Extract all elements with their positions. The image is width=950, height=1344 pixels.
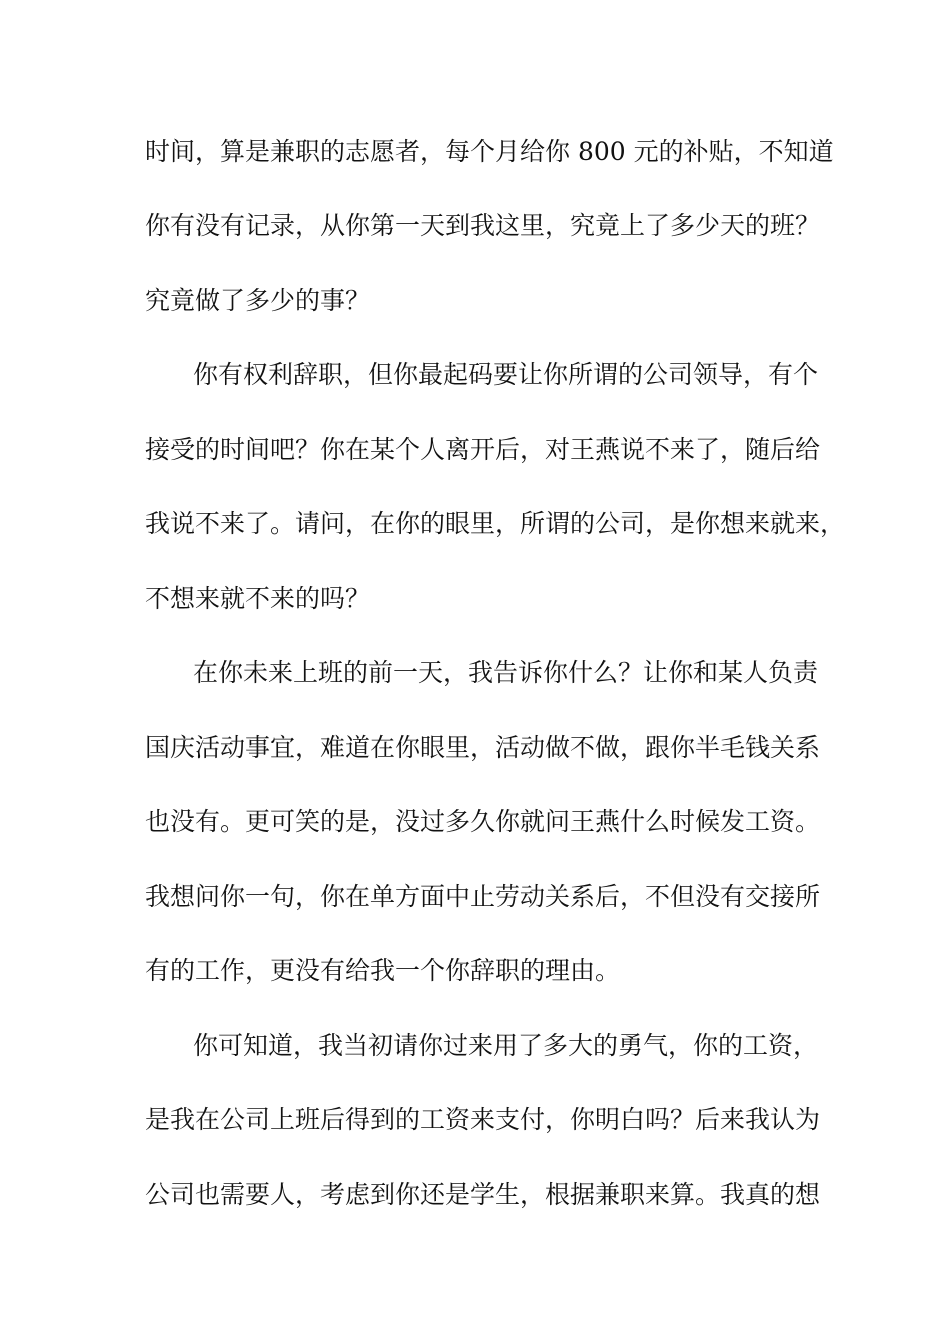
paragraph-start-line: 在你未来上班的前一天，我告诉你什么？让你和某人负责 (193, 658, 819, 687)
text-line: 国庆活动事宜，难道在你眼里，活动做不做，跟你半毛钱关系 (145, 733, 821, 762)
text-line: 究竟做了多少的事？ (145, 286, 371, 315)
text-line: 我说不来了。请问，在你的眼里，所谓的公司，是你想来就来， (145, 509, 846, 538)
text-line: 你有没有记录，从你第一天到我这里，究竟上了多少天的班？ (145, 211, 821, 240)
text-line: 接受的时间吧？你在某个人离开后，对王燕说不来了，随后给 (145, 435, 821, 464)
text-line: 公司也需要人，考虑到你还是学生，根据兼职来算。我真的想 (145, 1180, 821, 1209)
text-line: 我想问你一句，你在单方面中止劳动关系后，不但没有交接所 (145, 882, 821, 911)
paragraph-start-line: 你可知道，我当初请你过来用了多大的勇气，你的工资， (193, 1031, 819, 1060)
text-line: 有的工作，更没有给我一个你辞职的理由。 (145, 956, 621, 985)
text-line: 也没有。更可笑的是，没过多久你就问王燕什么时候发工资。 (145, 807, 821, 836)
text-line: 时间，算是兼职的志愿者，每个月给你 800 元的补贴，不知道 (145, 137, 834, 166)
text-line: 不想来就不来的吗？ (145, 584, 371, 613)
text-line: 是我在公司上班后得到的工资来支付，你明白吗？后来我认为 (145, 1105, 821, 1134)
paragraph-start-line: 你有权利辞职，但你最起码要让你所谓的公司领导，有个 (193, 360, 819, 389)
